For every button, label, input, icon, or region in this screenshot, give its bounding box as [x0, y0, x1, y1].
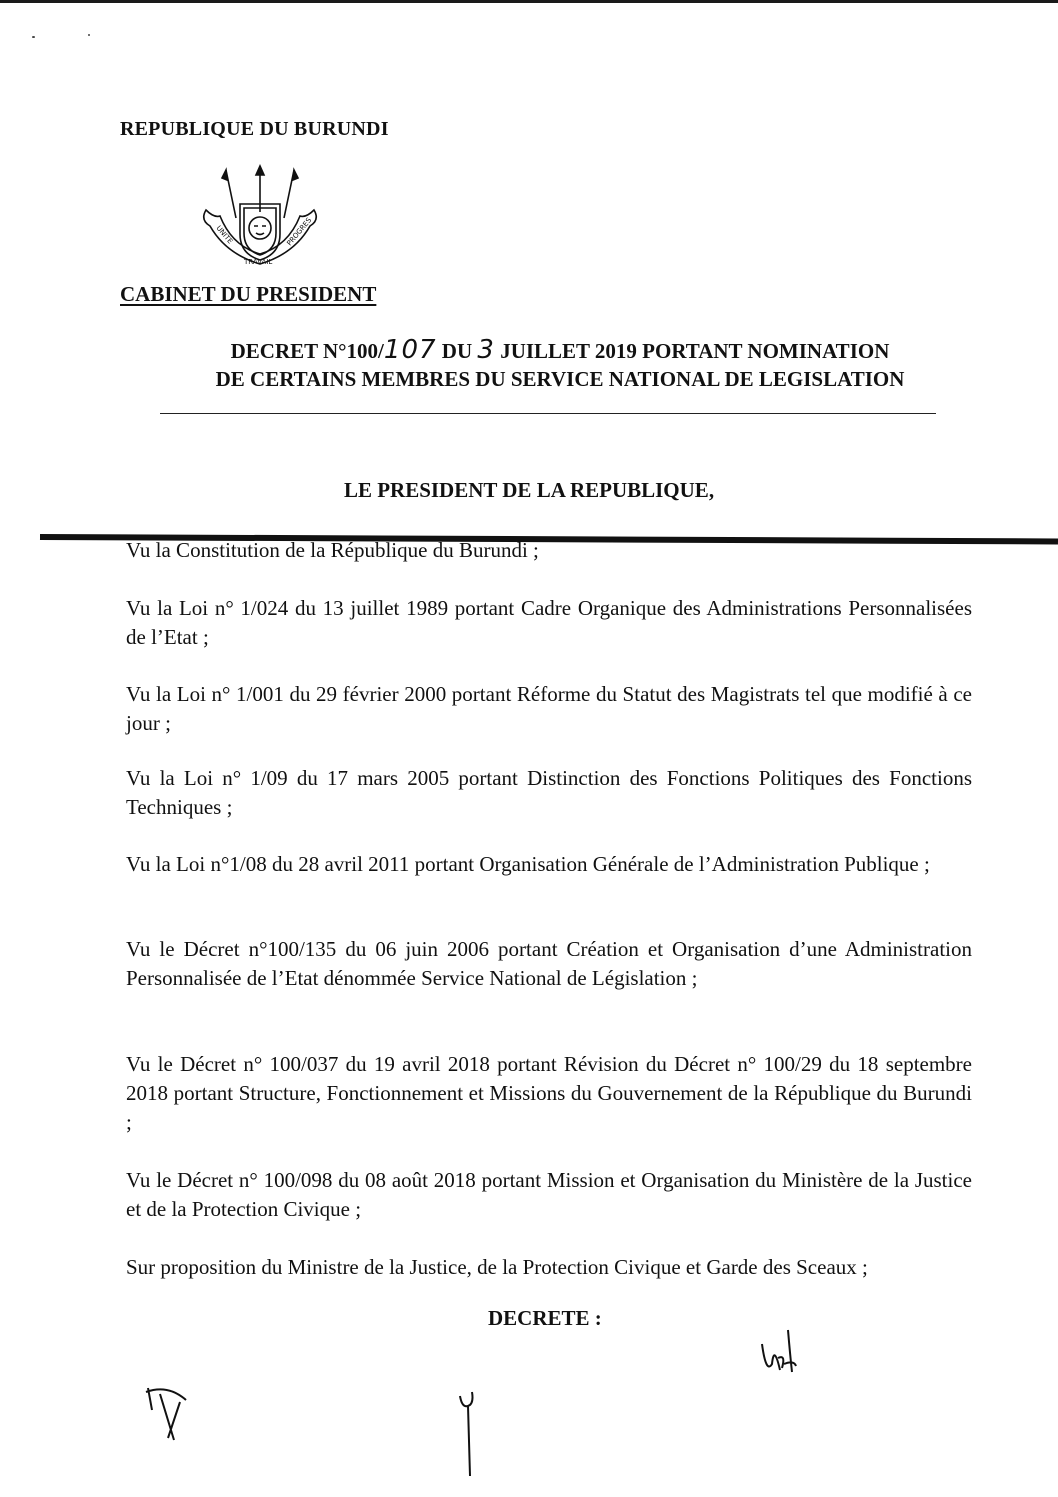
consideration-paragraph: Vu le Décret n° 100/037 du 19 avril 2018 portant Révision du Décret n° 100/29 du 18 septembre 2018 portant Structure, Fonctionnement et Missions du Gouvernement de la République du Burundi ; — [126, 1052, 972, 1134]
handwritten-initial-center — [448, 1386, 488, 1486]
title-underline — [160, 413, 936, 414]
republic-heading: REPUBLIQUE DU BURUNDI — [120, 118, 389, 140]
motto-left: UNITE — [214, 224, 235, 246]
president-heading: LE PRESIDENT DE LA REPUBLIQUE, — [343, 478, 715, 502]
scan-speck — [88, 34, 90, 36]
consideration-paragraph: Sur proposition du Ministre de la Justice, de la Protection Civique et Garde des Sceaux ; — [126, 1255, 868, 1279]
cabinet-heading: CABINET DU PRESIDENT — [120, 282, 377, 306]
consideration-paragraph: Vu la Loi n°1/08 du 28 avril 2011 portant Organisation Générale de l’Administration Publique ; — [126, 852, 930, 876]
decree-title-prefix: DECRET N°100/ — [230, 339, 384, 363]
consideration-paragraph: Vu la Loi n° 1/001 du 29 février 2000 portant Réforme du Statut des Magistrats tel que modifié à ce jour ; — [126, 682, 972, 735]
handwritten-initial-left — [140, 1380, 200, 1450]
handwritten-day: 3 — [477, 335, 495, 365]
decrete-heading: DECRETE : — [488, 1306, 602, 1330]
scan-speck — [32, 36, 35, 38]
scan-edge — [0, 0, 1058, 3]
decree-title-line2: DE CERTAINS MEMBRES DU SERVICE NATIONAL DE LEGISLATION — [215, 367, 905, 391]
motto-right: PROGRES — [285, 216, 314, 248]
decree-title-du: DU — [441, 339, 473, 363]
consideration-paragraph: Vu la Loi n° 1/09 du 17 mars 2005 portant Distinction des Fonctions Politiques des Fonctions Techniques ; — [126, 766, 972, 819]
motto-center: TRAVAIL — [244, 258, 273, 266]
consideration-paragraph: Vu la Constitution de la République du Burundi ; — [126, 538, 539, 562]
decree-title-line1 — [120, 336, 1000, 365]
consideration-paragraph: Vu le Décret n° 100/098 du 08 août 2018 portant Mission et Organisation du Ministère de la Justice et de la Protection Civique ; — [126, 1168, 972, 1221]
decree-title-line1-rest: JUILLET 2019 PORTANT NOMINATION — [500, 339, 890, 363]
consideration-paragraph: Vu le Décret n°100/135 du 06 juin 2006 portant Création et Organisation d’une Administration Personnalisée de l’Etat dénommée Service National de Législation ; — [126, 937, 972, 990]
handwritten-decree-number: 107 — [383, 335, 437, 365]
consideration-paragraph: Vu la Loi n° 1/024 du 13 juillet 1989 portant Cadre Organique des Administrations Personnalisées de l’Etat ; — [126, 596, 972, 649]
decree-title — [120, 336, 1000, 393]
coat-of-arms-emblem — [196, 160, 324, 276]
handwritten-initial-right — [756, 1324, 806, 1384]
